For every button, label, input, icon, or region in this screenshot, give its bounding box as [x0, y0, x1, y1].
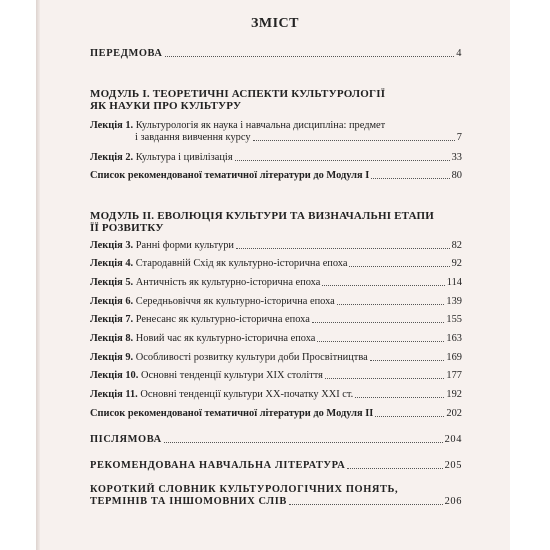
lecture-number: Лекція 4.	[90, 258, 134, 269]
toc-entry-lecture-7	[90, 314, 462, 326]
module-2-heading	[90, 210, 462, 234]
lecture-title: Особливості розвитку культури доби Просвітництва	[135, 352, 368, 363]
toc-label: Список рекомендованої тематичної літератури до Модуля II	[90, 408, 374, 419]
toc-page-number: 206	[444, 496, 462, 507]
lecture-number: Лекція 3.	[90, 240, 134, 251]
lecture-number: Лекція 9.	[90, 352, 134, 363]
lecture-number: Лекція 5.	[90, 277, 134, 288]
dot-leader	[317, 341, 444, 342]
lecture-title: Стародавній Схід як культурно-історична епоха	[135, 258, 348, 269]
module-heading-line: МОДУЛЬ І. ТЕОРЕТИЧНІ АСПЕКТИ КУЛЬТУРОЛОГІЇ	[90, 88, 386, 100]
dot-leader	[253, 140, 455, 141]
toc-entry-glossary	[90, 484, 462, 508]
dot-leader	[235, 160, 450, 161]
toc-page-number: 80	[451, 170, 462, 181]
toc-entry-lecture-6	[90, 296, 462, 308]
dot-leader	[236, 248, 450, 249]
dot-leader	[370, 360, 445, 361]
lecture-number: Лекція 10.	[90, 370, 139, 381]
lecture-title-line: і завдання вивчення курсу	[135, 132, 251, 143]
toc-label-line: КОРОТКИЙ СЛОВНИК КУЛЬТУРОЛОГІЧНИХ ПОНЯТЬ,	[90, 484, 399, 495]
toc-entry-lecture-9	[90, 352, 462, 364]
toc-label: РЕКОМЕНДОВАНА НАВЧАЛЬНА ЛІТЕРАТУРА	[90, 460, 346, 471]
module-heading-line: ЯК НАУКИ ПРО КУЛЬТУРУ	[90, 100, 242, 112]
toc-page-number: 139	[446, 296, 462, 307]
dot-leader	[164, 442, 443, 443]
lecture-title: Культура і цивілізація	[135, 152, 233, 163]
lecture-title: Новий час як культурно-історична епоха	[135, 333, 316, 344]
toc-page-number: 205	[444, 460, 462, 471]
module-1-heading	[90, 88, 462, 112]
dot-leader	[325, 378, 444, 379]
toc-page-number: 155	[446, 314, 462, 325]
lecture-number: Лекція 8.	[90, 333, 134, 344]
lecture-title: Ренесанс як культурно-історична епоха	[135, 314, 310, 325]
toc-entry-lecture-5	[90, 277, 462, 289]
dot-leader	[349, 266, 449, 267]
dot-leader	[371, 178, 449, 179]
toc-page-number: 7	[456, 132, 462, 143]
toc-entry-preface	[90, 48, 462, 60]
lecture-number: Лекція 1.	[90, 120, 134, 131]
dot-leader	[347, 468, 442, 469]
lecture-title: Ранні форми культури	[135, 240, 234, 251]
toc-page-number: 163	[446, 333, 462, 344]
toc-entry-literature-list-2	[90, 408, 462, 420]
toc-entry-lecture-11	[90, 389, 462, 401]
toc-page-number: 114	[446, 277, 462, 288]
toc-entry-afterword	[90, 434, 462, 446]
toc-entry-recommended-literature	[90, 460, 462, 472]
lecture-title: Середньовіччя як культурно-історична епоха	[135, 296, 335, 307]
toc-entry-lecture-10	[90, 370, 462, 382]
dot-leader	[289, 504, 443, 505]
toc-entry-lecture-3	[90, 240, 462, 252]
lecture-number: Лекція 11.	[90, 389, 138, 400]
toc-label-line: ТЕРМІНІВ ТА ІНШОМОВНИХ СЛІВ	[90, 496, 287, 507]
toc-entry-lecture-8	[90, 333, 462, 345]
toc-label: Список рекомендованої тематичної літератури до Модуля I	[90, 170, 370, 181]
toc-page-number: 82	[451, 240, 462, 251]
toc-entry-lecture-4	[90, 258, 462, 270]
dot-leader	[355, 397, 444, 398]
dot-leader	[375, 416, 444, 417]
toc-label: ПЕРЕДМОВА	[90, 48, 163, 59]
module-heading-line: МОДУЛЬ ІІ. ЕВОЛЮЦІЯ КУЛЬТУРИ ТА ВИЗНАЧАЛЬНІ ЕТАПИ	[90, 210, 435, 222]
toc-page-number: 169	[446, 352, 462, 363]
toc-page-number: 177	[446, 370, 462, 381]
toc-page-number: 92	[451, 258, 462, 269]
toc-page-number: 192	[446, 389, 462, 400]
toc-entry-literature-list-1	[90, 170, 462, 182]
lecture-title: Античність як культурно-історична епоха	[135, 277, 321, 288]
toc-label: ПІСЛЯМОВА	[90, 434, 162, 445]
toc-page-number: 33	[451, 152, 462, 163]
lecture-title: Основні тенденції культури ХХ-початку ХХІ ст.	[140, 389, 354, 400]
module-heading-line: ЇЇ РОЗВИТКУ	[90, 222, 164, 234]
dot-leader	[312, 322, 445, 323]
lecture-number: Лекція 2.	[90, 152, 134, 163]
lecture-title-line: Культурологія як наука і навчальна дисципліна: предмет	[135, 120, 386, 131]
dot-leader	[337, 304, 445, 305]
toc-entry-lecture-1	[90, 120, 462, 144]
lecture-number: Лекція 6.	[90, 296, 134, 307]
toc-entry-lecture-2	[90, 152, 462, 164]
page-title: ЗМІСТ	[251, 16, 299, 31]
dot-leader	[322, 285, 444, 286]
lecture-number: Лекція 7.	[90, 314, 134, 325]
toc-page-number: 202	[446, 408, 462, 419]
lecture-title: Основні тенденції культури ХІХ століття	[140, 370, 323, 381]
dot-leader	[165, 56, 455, 57]
toc-page-number: 204	[444, 434, 462, 445]
toc-page-number: 4	[456, 48, 462, 59]
